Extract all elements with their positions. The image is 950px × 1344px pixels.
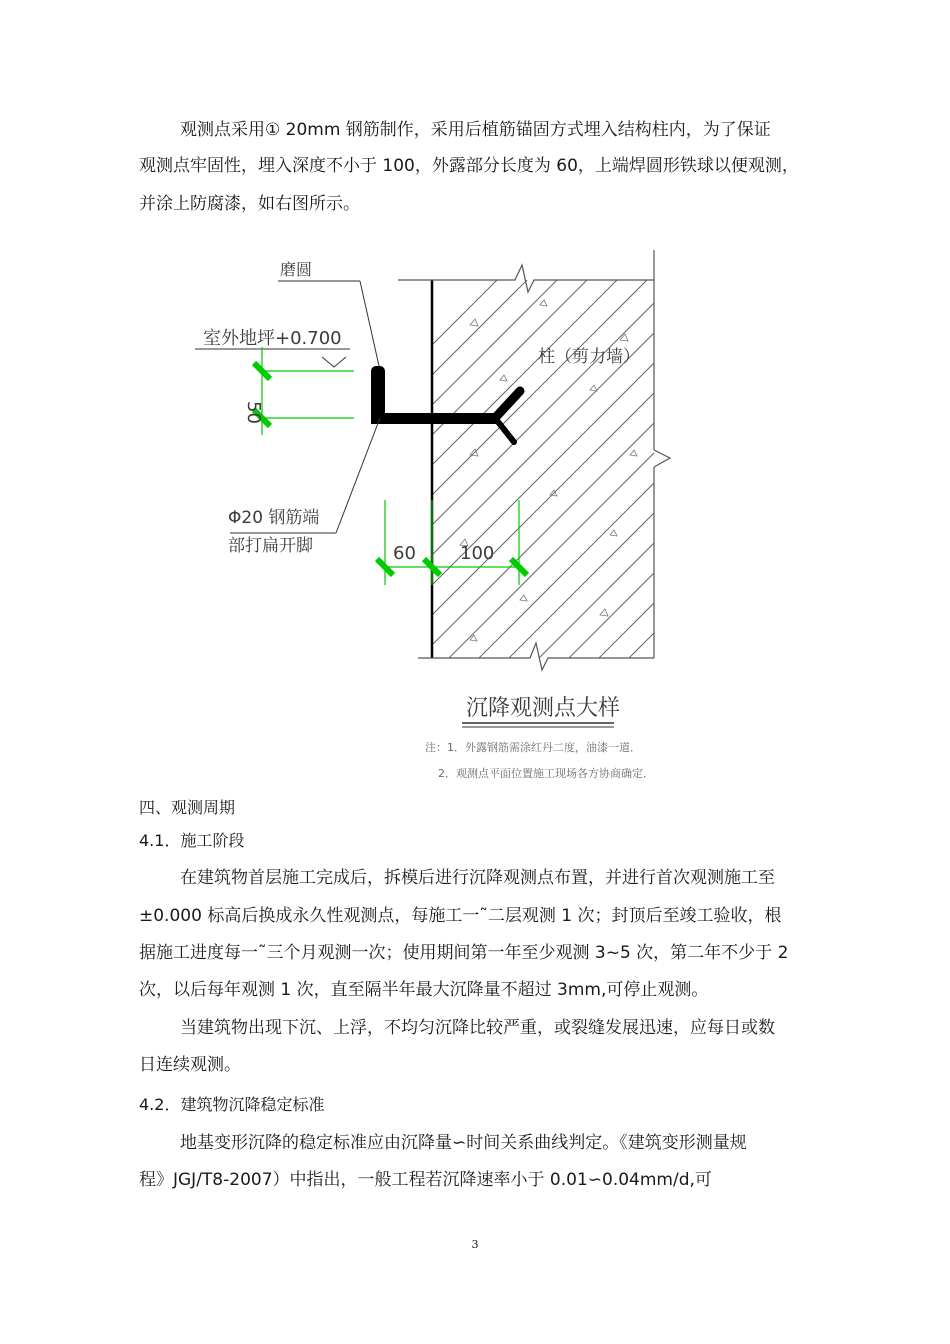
section-4-title: 四、观测周期 (139, 798, 236, 817)
s41-p2-line-1: 当建筑物出现下沉、上浮，不均匀沉降比较严重，或裂缝发展迅速，应每日或数 (180, 1018, 775, 1038)
bottom-break-line (418, 643, 654, 670)
intro-line-3: 并涂上防腐漆，如右图所示。 (139, 194, 360, 214)
dim-label-60: 60 (393, 543, 416, 564)
s42-line-2: 程》JGJ/T8-2007）中指出，一般工程若沉降速率小于 0.01∽0.04mm/d,可 (139, 1170, 712, 1190)
s41-line-1: 在建筑物首层施工完成后，拆模后进行沉降观测点布置，并进行首次观测施工至 (180, 868, 775, 888)
page-number: 3 (471, 1238, 479, 1251)
s41-line-3: 据施工进度每一˜三个月观测一次；使用期间第一年至少观测 3~5 次，第二年不少于 2 (139, 943, 789, 963)
intro-line-2: 观测点牢固性，埋入深度不小于 100，外露部分长度为 60，上端焊圆形铁球以便观测， (139, 156, 799, 176)
drawing-note-2: 2．观测点平面位置施工现场各方协商确定． (438, 767, 654, 780)
top-break-line (398, 265, 654, 292)
s41-line-4: 次，以后每年观测 1 次，直至隔半年最大沉降量不超过 3mm,可停止观测。 (139, 980, 709, 1000)
label-outdoor-ground: 室外地坪+0.700 (203, 328, 342, 349)
section-4-1-title: 4.1．施工阶段 (139, 831, 245, 850)
intro-line-1: 观测点采用① 20mm 钢筋制作，采用后植筋锚固方式埋入结构柱内，为了保证 (180, 120, 771, 140)
rebar-marker (371, 365, 520, 442)
drawing-title: 沉降观测点大样 (466, 696, 621, 721)
section-4-2-title: 4.2．建筑物沉降稳定标准 (139, 1095, 325, 1114)
s41-p2-line-2: 日连续观测。 (139, 1055, 241, 1075)
dim-label-100: 100 (460, 543, 495, 564)
label-rebar-line2: 部打扁开脚 (228, 536, 313, 556)
label-grind: 磨圆 (280, 260, 313, 279)
s41-line-2: ±0.000 标高后换成永久性观测点，每施工一˜二层观测 1 次；封顶后至竣工验收，根 (139, 906, 782, 926)
label-rebar-line1: Φ20 钢筋端 (228, 508, 320, 528)
drawing-note-1: 注：1．外露钢筋需涂红丹二度，油漆一道． (425, 741, 641, 754)
dim-label-50: 50 (243, 401, 264, 424)
settlement-point-detail-drawing (170, 245, 700, 795)
label-column-shear-wall: 柱（剪力墙） (538, 347, 640, 367)
s42-line-1: 地基变形沉降的稳定标准应由沉降量∽时间关系曲线判定。《建筑变形测量规 (180, 1133, 747, 1153)
